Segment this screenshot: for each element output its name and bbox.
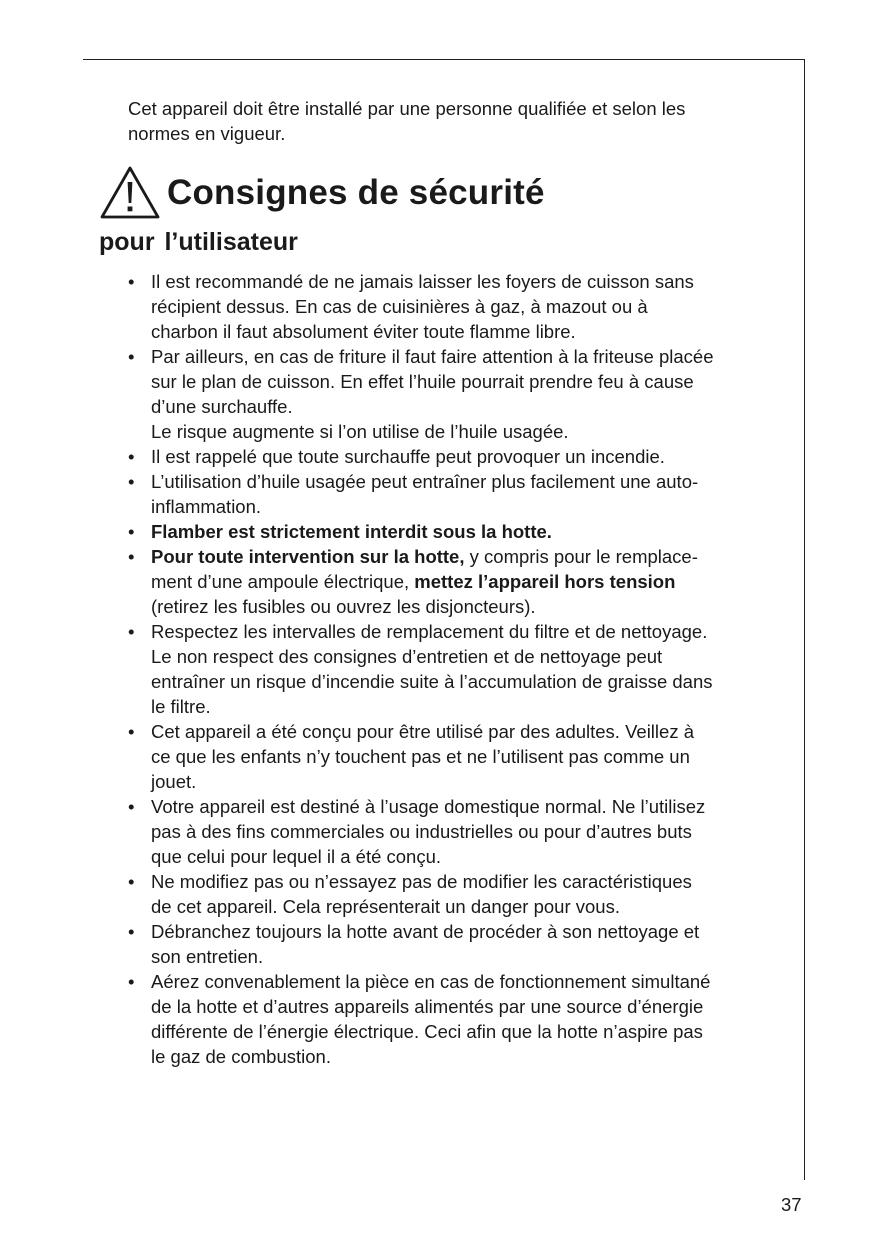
body-text: de la hotte et d’autres appareils alimentés par une source d’énergie	[151, 996, 704, 1017]
body-text: d’une surchauffe.	[151, 396, 293, 417]
list-item-line	[151, 619, 778, 644]
body-text: le filtre.	[151, 696, 211, 717]
body-text: son entretien.	[151, 946, 264, 967]
list-item-line	[151, 1019, 778, 1044]
list-item-line	[151, 369, 778, 394]
list-item-line	[151, 794, 778, 819]
bullet-marker: •	[128, 471, 135, 492]
bold-text: Pour toute intervention sur la hotte,	[151, 546, 465, 567]
page-subtitle: pour l’utilisateur	[99, 228, 298, 256]
body-text: Il est rappelé que toute surchauffe peut provoquer un incendie.	[151, 446, 665, 467]
bullet-marker: •	[128, 546, 135, 567]
body-text: que celui pour lequel il a été conçu.	[151, 846, 442, 867]
list-item-line	[151, 969, 778, 994]
bullet-marker: •	[128, 721, 135, 742]
list-item-line	[151, 919, 778, 944]
intro-paragraph	[128, 96, 788, 146]
bullet-marker: •	[128, 271, 135, 292]
list-item-line	[151, 944, 778, 969]
body-text: de cet appareil. Cela représenterait un danger pour vous.	[151, 896, 620, 917]
body-text: pas à des fins commerciales ou industrielles ou pour d’autres buts	[151, 821, 692, 842]
list-item-line	[151, 844, 778, 869]
list-item-line	[151, 744, 778, 769]
body-text: ment d’une ampoule électrique,	[151, 571, 415, 592]
list-item-line	[151, 469, 778, 494]
body-text: Il est recommandé de ne jamais laisser les foyers de cuisson sans	[151, 271, 694, 292]
body-text: jouet.	[151, 771, 197, 792]
list-item	[128, 344, 778, 444]
body-text: Cet appareil a été conçu pour être utilisé par des adultes. Veillez à	[151, 721, 694, 742]
list-item-line	[151, 394, 778, 419]
list-item-line	[151, 544, 778, 569]
bullet-marker: •	[128, 796, 135, 817]
warning-triangle-icon	[99, 165, 161, 221]
list-item-line	[151, 894, 778, 919]
intro-line: Cet appareil doit être installé par une personne qualifiée et selon les	[128, 98, 686, 119]
top-rule	[83, 59, 805, 60]
body-text: Aérez convenablement la pièce en cas de fonctionnement simultané	[151, 971, 711, 992]
body-text: ce que les enfants n’y touchent pas et ne l’utilisent pas comme un	[151, 746, 690, 767]
body-text: sur le plan de cuisson. En effet l’huile pourrait prendre feu à cause	[151, 371, 694, 392]
list-item-line	[151, 719, 778, 744]
body-text: différente de l’énergie électrique. Ceci afin que la hotte n’aspire pas	[151, 1021, 703, 1042]
body-text: charbon il faut absolument éviter toute flamme libre.	[151, 321, 576, 342]
bullet-marker: •	[128, 971, 135, 992]
list-item	[128, 969, 778, 1069]
list-item	[128, 519, 778, 544]
list-item-line	[151, 569, 778, 594]
body-text: y compris pour le remplace-	[464, 546, 698, 567]
list-item-line	[151, 444, 778, 469]
body-text: Par ailleurs, en cas de friture il faut faire attention à la friteuse placée	[151, 346, 714, 367]
list-item-line	[151, 519, 778, 544]
bullet-marker: •	[128, 446, 135, 467]
body-text: le gaz de combustion.	[151, 1046, 331, 1067]
section-heading	[99, 165, 545, 221]
page-number: 37	[781, 1194, 802, 1215]
list-item	[128, 269, 778, 344]
list-item-line	[151, 819, 778, 844]
list-item-line	[151, 1044, 778, 1069]
bold-text: Flamber est strictement interdit sous la hotte.	[151, 521, 552, 542]
page-title: Consignes de sécurité	[167, 173, 545, 212]
body-text: inflammation.	[151, 496, 262, 517]
list-item-line	[151, 344, 778, 369]
list-item	[128, 794, 778, 869]
list-item-line	[151, 869, 778, 894]
body-text: entraîner un risque d’incendie suite à l’accumulation de graisse dans	[151, 671, 713, 692]
list-item	[128, 469, 778, 519]
list-item	[128, 619, 778, 719]
list-item	[128, 544, 778, 619]
body-text: Ne modifiez pas ou n’essayez pas de modifier les caractéristiques	[151, 871, 692, 892]
bullet-marker: •	[128, 921, 135, 942]
bullet-marker: •	[128, 521, 135, 542]
list-item-line	[151, 669, 778, 694]
list-item-line	[151, 769, 778, 794]
list-item-line	[151, 494, 778, 519]
body-text: Respectez les intervalles de remplacement du filtre et de nettoyage.	[151, 621, 708, 642]
body-text: Débranchez toujours la hotte avant de procéder à son nettoyage et	[151, 921, 700, 942]
bullet-marker: •	[128, 621, 135, 642]
intro-line: normes en vigueur.	[128, 123, 286, 144]
list-item	[128, 444, 778, 469]
bullet-marker: •	[128, 346, 135, 367]
list-item-line	[151, 594, 778, 619]
list-item-line	[151, 994, 778, 1019]
list-item-line	[151, 294, 778, 319]
body-text: Votre appareil est destiné à l’usage domestique normal. Ne l’utilisez	[151, 796, 706, 817]
body-text: L’utilisation d’huile usagée peut entraîner plus facilement une auto-	[151, 471, 699, 492]
list-item-line	[151, 269, 778, 294]
body-text: Le risque augmente si l’on utilise de l’huile usagée.	[151, 421, 569, 442]
bullet-marker: •	[128, 871, 135, 892]
list-item	[128, 719, 778, 794]
list-item-line	[151, 419, 778, 444]
body-text: Le non respect des consignes d’entretien et de nettoyage peut	[151, 646, 663, 667]
body-text: récipient dessus. En cas de cuisinières à gaz, à mazout ou à	[151, 296, 648, 317]
right-rule	[804, 59, 805, 1180]
bold-text: mettez l’appareil hors tension	[414, 571, 676, 592]
body-text: (retirez les fusibles ou ouvrez les disjoncteurs).	[151, 596, 536, 617]
list-item-line	[151, 644, 778, 669]
list-item-line	[151, 319, 778, 344]
list-item	[128, 869, 778, 919]
list-item	[128, 919, 778, 969]
safety-list	[128, 269, 778, 1069]
list-item-line	[151, 694, 778, 719]
